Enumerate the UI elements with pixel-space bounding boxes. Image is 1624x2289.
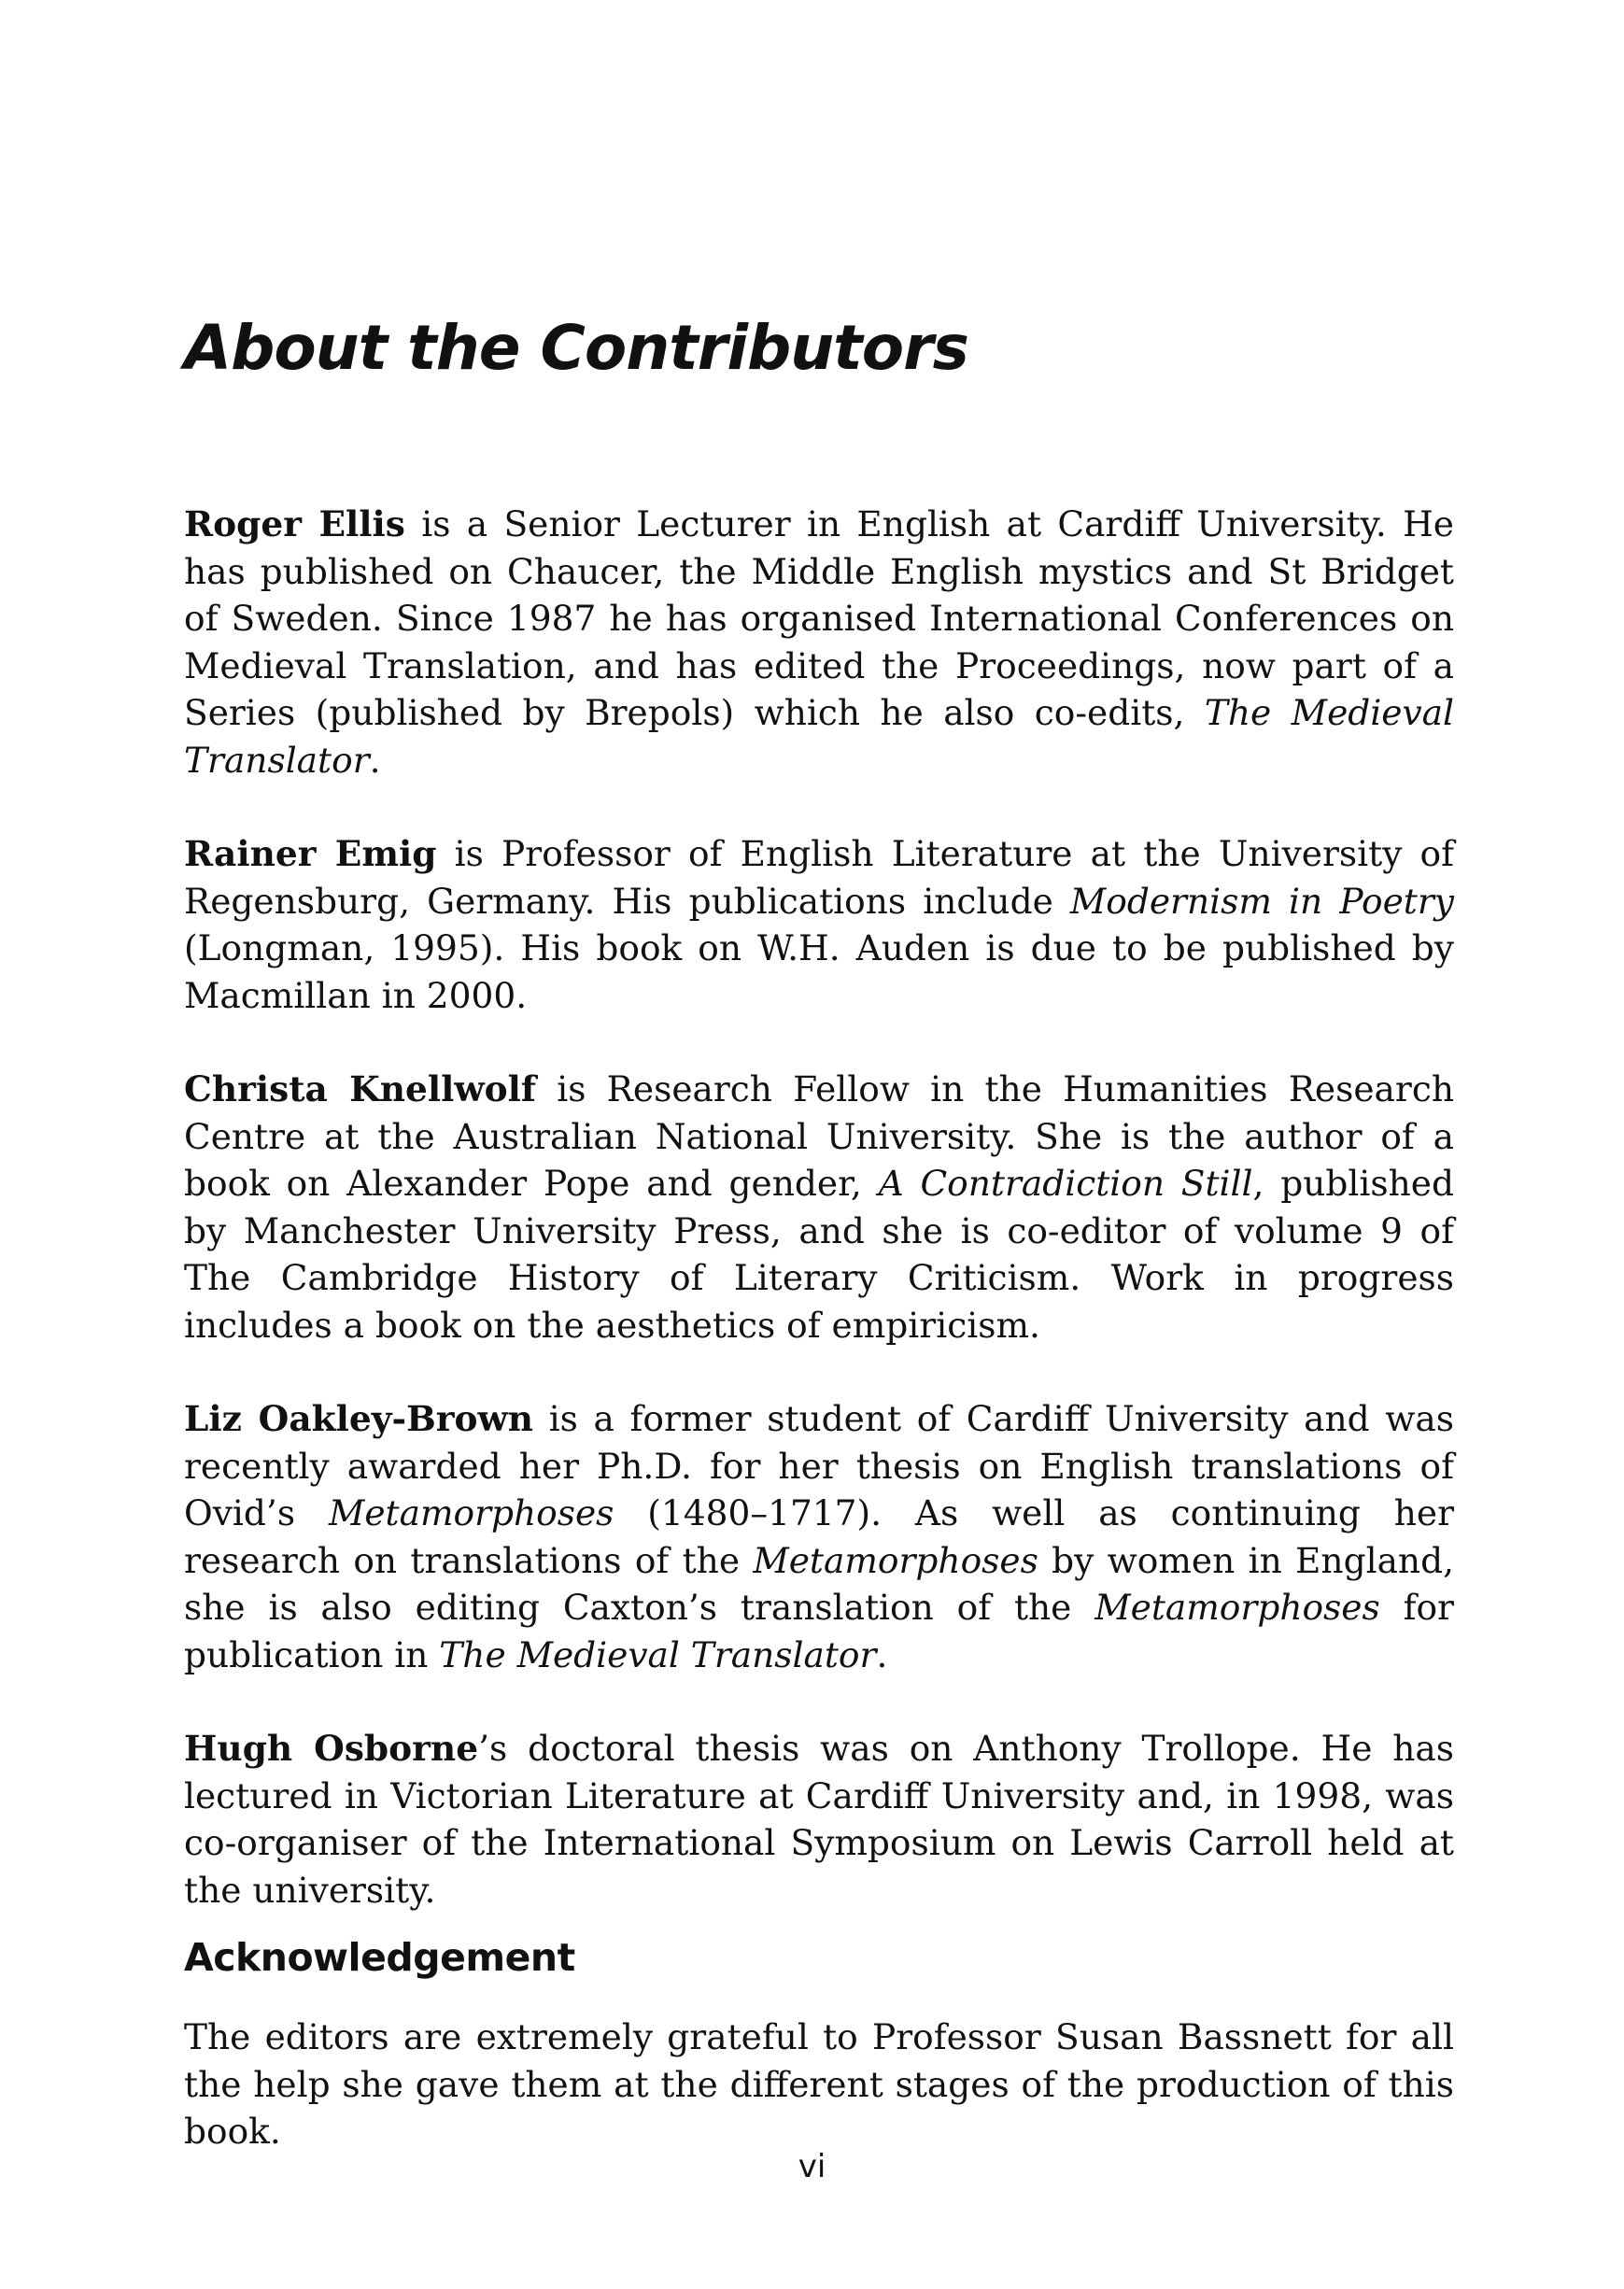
contributor-text: ’s doctoral thesis was on Anthony Trollope. He has lectured in Victorian Literature at Cardiff University and, in 1998, was co-organiser of the International Symposium on Lewis Carroll held at the university. <box>184 1728 1454 1911</box>
contributor-text: . <box>369 739 381 781</box>
contributor-text: (Longman, 1995). His book on W.H. Auden is due to be published by Macmillan in 2000. <box>184 927 1454 1016</box>
contributor-text: for publication in <box>184 1587 1454 1675</box>
contributor-entry-rainer-emig <box>184 830 1454 1019</box>
contributor-italic-title: A Contradiction Still <box>878 1163 1253 1204</box>
contributor-text: (1480–1717). As well as continuing her research on translations of the <box>184 1492 1454 1581</box>
page-number: vi <box>798 2148 826 2185</box>
contributors-list <box>184 501 1454 1960</box>
contributor-text: , published by Manchester University Press, and she is co-editor of volume 9 of The Cambridge History of Literary Criticism. Work in progress includes a book on the aesthetics of empiricism. <box>184 1163 1454 1346</box>
contributor-entry-liz-oakley-brown <box>184 1395 1454 1678</box>
contributor-italic-title: Metamorphoses <box>328 1492 614 1533</box>
acknowledgement-heading: Acknowledgement <box>184 1935 575 1980</box>
contributor-text: is Research Fellow in the Humanities Research Centre at the Australian National University. She is the author of a book on Alexander Pope and gender, <box>184 1068 1454 1204</box>
contributor-italic-title: Metamorphoses <box>753 1539 1038 1581</box>
contributor-name: Roger Ellis <box>184 503 405 544</box>
acknowledgement-text: The editors are extremely grateful to Professor Susan Bassnett for all the help she gave them at the different stages of the production of this book. <box>184 2016 1454 2152</box>
contributor-italic-title: The Medieval Translator <box>439 1633 877 1675</box>
contributor-italic-title: The Medieval Translator <box>184 692 1454 781</box>
contributor-text: is a Senior Lecturer in English at Cardiff University. He has published on Chaucer, the Middle English mystics and St Bridget of Sweden. Since 1987 he has organised International Conferences on Medieval Translation, and has edited the Proceedings, now part of a Series (published by Brepols) which he also co-edits, <box>184 503 1454 733</box>
contributor-entry-roger-ellis <box>184 501 1454 784</box>
contributor-entry-hugh-osborne <box>184 1725 1454 1914</box>
contributor-text: is a former student of Cardiff University and was recently awarded her Ph.D. for her thesis on English translations of Ovid’s <box>184 1398 1454 1533</box>
contributor-italic-title: Metamorphoses <box>1094 1587 1380 1628</box>
contributor-text: is Professor of English Literature at the University of Regensburg, Germany. His publications include <box>184 833 1455 922</box>
contributor-name: Hugh Osborne <box>184 1728 479 1769</box>
contributor-text: . <box>876 1633 888 1675</box>
contributor-name: Christa Knellwolf <box>184 1068 537 1109</box>
contributor-name: Rainer Emig <box>184 833 437 874</box>
page-title: About the Contributors <box>184 312 968 384</box>
contributor-italic-title: Modernism in Poetry <box>1069 880 1454 922</box>
contributor-name: Liz Oakley-Brown <box>184 1398 534 1439</box>
contributor-entry-christa-knellwolf <box>184 1066 1454 1349</box>
contributor-text: by women in England, she is also editing Caxton’s translation of the <box>184 1539 1455 1628</box>
